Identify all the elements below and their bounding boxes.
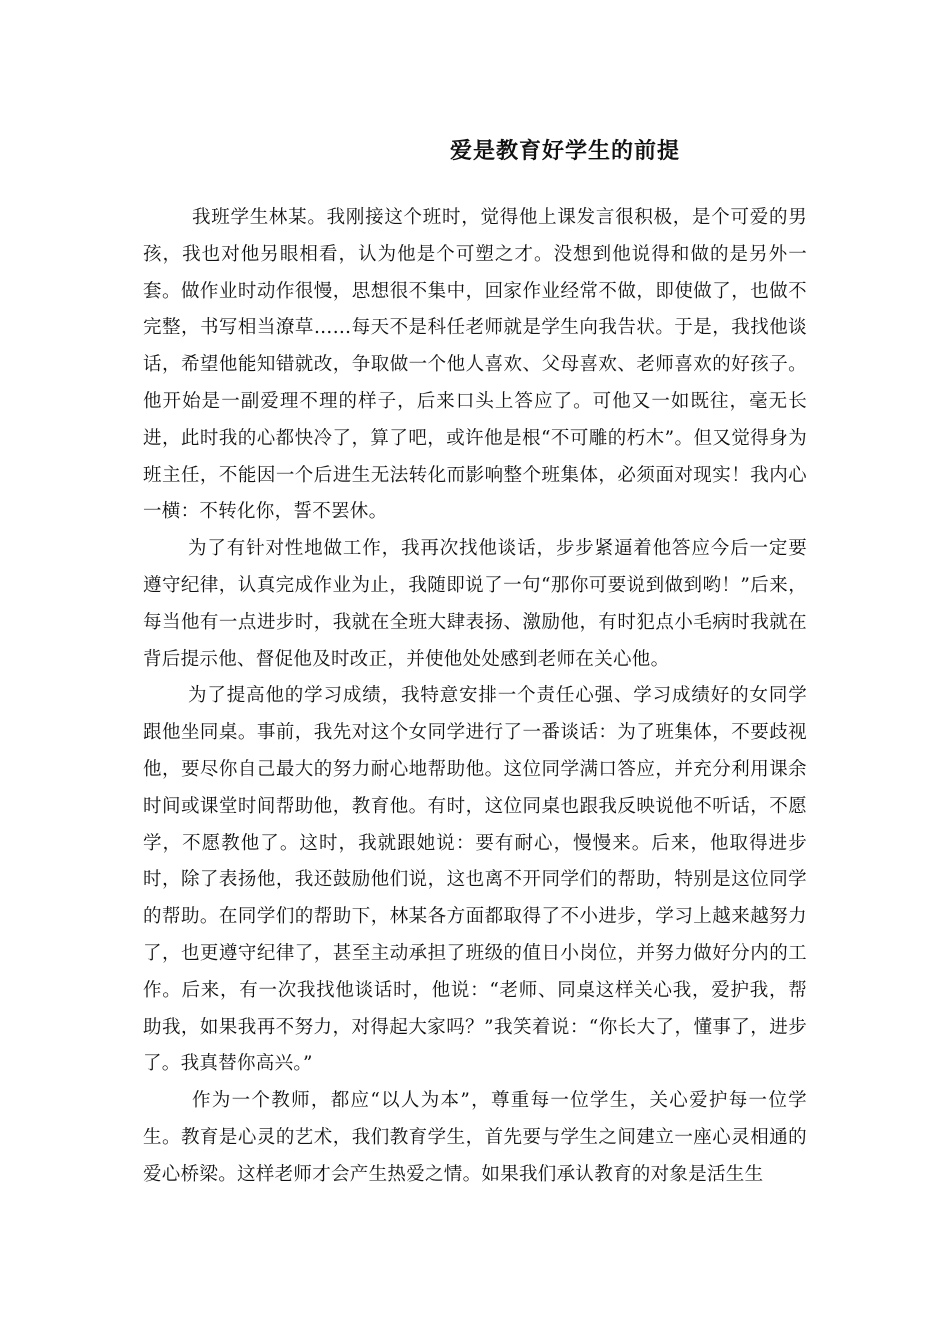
document-title: 爱是教育好学生的前提 <box>450 138 681 164</box>
document-body <box>143 200 807 1194</box>
paragraph-1: 我班学生林某。我刚接这个班时，觉得他上课发言很积极，是个可爱的男孩，我也对他另眼相看，认为他是个可塑之才。没想到他说得和做的是另外一套。做作业时动作很慢，思想很不集中，回家作业经常不做，即使做了，也做不完整，书写相当潦草……每天不是科任老师就是学生向我告状。于是，我找他谈话，希望他能知错就改，争取做一个他人喜欢、父母喜欢、老师喜欢的好孩子。他开始是一副爱理不理的样子，后来口头上答应了。可他又一如既往，毫无长进，此时我的心都快冷了，算了吧，或许他是根“不可雕的朽木”。但又觉得身为班主任，不能因一个后进生无法转化而影响整个班集体，必须面对现实！我内心一横：不转化你，誓不罢休。 <box>143 207 807 523</box>
paragraph-4: 作为一个教师，都应“以人为本”，尊重每一位学生，关心爱护每一位学生。教育是心灵的艺术，我们教育学生，首先要与学生之间建立一座心灵相通的爱心桥梁。这样老师才会产生热爱之情。如果我们承认教育的对象是活生生 <box>143 1090 807 1185</box>
paragraph-2: 为了有针对性地做工作，我再次找他谈话，步步紧逼着他答应今后一定要遵守纪律，认真完成作业为止，我随即说了一句“那你可要说到做到哟！”后来，每当他有一点进步时，我就在全班大肆表扬、激励他，有时犯点小毛病时我就在背后提示他、督促他及时改正，并使他处处感到老师在关心他。 <box>143 538 807 670</box>
paragraph-3: 为了提高他的学习成绩，我特意安排一个责任心强、学习成绩好的女同学跟他坐同桌。事前，我先对这个女同学进行了一番谈话：为了班集体，不要歧视他，要尽你自己最大的努力耐心地帮助他。这位同学满口答应，并充分利用课余时间或课堂时间帮助他，教育他。有时，这位同桌也跟我反映说他不听话，不愿学，不愿教他了。这时，我就跟她说：要有耐心，慢慢来。后来，他取得进步时，除了表扬他，我还鼓励他们说，这也离不开同学们的帮助，特别是这位同学的帮助。在同学们的帮助下，林某各方面都取得了不小进步，学习上越来越努力了，也更遵守纪律了，甚至主动承担了班级的值日小岗位，并努力做好分内的工作。后来，有一次我找他谈话时，他说：“老师、同桌这样关心我，爱护我，帮助我，如果我再不努力，对得起大家吗？”我笑着说：“你长大了，懂事了，进步了。我真替你高兴。” <box>143 685 807 1075</box>
